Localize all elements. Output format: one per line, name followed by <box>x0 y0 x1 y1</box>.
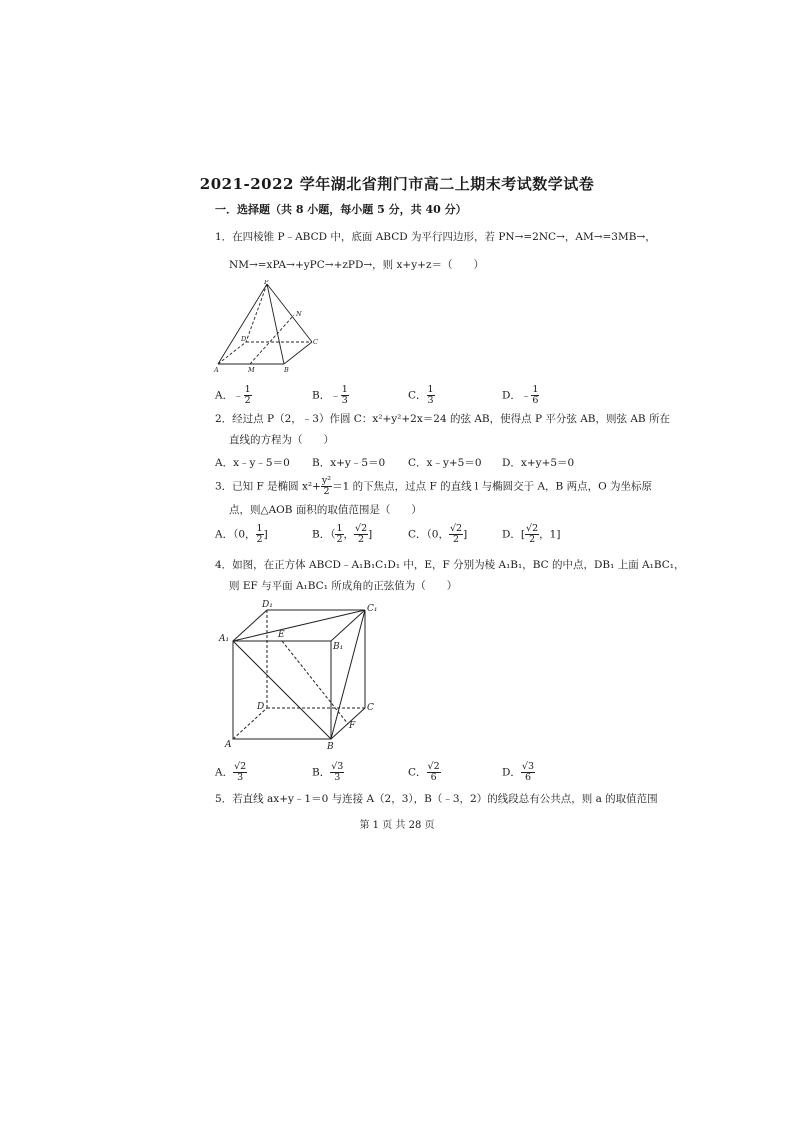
label-c: C <box>313 338 318 346</box>
q3-line2: 点，则△AOB 面积的取值范围是（ ） <box>229 504 422 516</box>
q1-option-a[interactable]: A．﹣ $\frac{1}{2}$ <box>215 384 251 406</box>
q1-line1: 1．在四棱锥 P﹣ABCD 中，底面 ABCD 为平行四边形，若 PN→=2NC→，AM→=3MB→， <box>215 231 656 243</box>
q2-option-a[interactable]: A．x﹣y﹣5＝0 <box>215 457 290 469</box>
q4-option-b[interactable]: B． $\frac{√3}{3}$ <box>312 761 344 783</box>
q3-option-b[interactable]: B．（ $\frac{1}{2}$ ， $\frac{√2}{2}$ ] <box>312 523 373 545</box>
label-c: C <box>367 703 374 713</box>
label-p: P <box>264 280 269 286</box>
section-heading: 一．选择题（共 8 小题，每小题 5 分，共 40 分） <box>215 203 467 216</box>
cube-figure <box>215 597 385 752</box>
label-d: D <box>257 702 265 712</box>
q1-option-b[interactable]: B．﹣ $\frac{1}{3}$ <box>312 384 348 406</box>
q3-line1: 3．已知 F 是椭圆 x²+ $\frac{\text{y²}}{2}$ ＝1 的下焦点，过点 F 的直线 l 与椭圆交于 A，B 两点，O 为坐标原 <box>215 475 653 497</box>
label-b: B <box>284 366 289 374</box>
label-n: N <box>296 310 302 318</box>
page-footer: 第 1 页 共 28 页 <box>359 820 435 831</box>
q4-option-a[interactable]: A． $\frac{√2}{3}$ <box>215 761 247 783</box>
q3-option-d[interactable]: D．[ $\frac{√2}{2}$ ，1] <box>502 523 561 545</box>
label-c1: C₁ <box>367 604 378 614</box>
label-e: E <box>278 630 285 640</box>
q1-option-d[interactable]: D．﹣ $\frac{1}{6}$ <box>502 384 539 406</box>
label-b1: B₁ <box>333 642 344 652</box>
q2-line1: 2．经过点 P（2，﹣3）作圆 C：x²+y²+2x＝24 的弦 AB，使得点 P 平分弦 AB，则弦 AB 所在 <box>215 413 670 425</box>
label-d: D <box>241 335 247 343</box>
q4-line2: 则 EF 与平面 A₁BC₁ 所成角的正弦值为（ ） <box>229 580 458 592</box>
label-d1: D₁ <box>262 600 273 610</box>
q4-line1: 4．如图，在正方体 ABCD﹣A₁B₁C₁D₁ 中，E，F 分别为棱 A₁B₁，BC 的中点，DB₁ 上面 A₁BC₁， <box>215 559 685 571</box>
q1-option-c[interactable]: C． $\frac{1}{3}$ <box>408 384 434 406</box>
label-m: M <box>248 366 255 374</box>
q2-line2: 直线的方程为（ ） <box>229 434 334 446</box>
q3-option-c[interactable]: C．（0， $\frac{√2}{2}$ ] <box>408 523 468 545</box>
q2-option-d[interactable]: D．x+y+5＝0 <box>502 457 575 469</box>
q4-option-c[interactable]: C． $\frac{√2}{6}$ <box>408 761 440 783</box>
q3-option-a[interactable]: A．（0， $\frac{1}{2}$ ] <box>215 523 268 545</box>
q1-line2: NM→=xPA→+yPC→+zPD→，则 x+y+z＝（ ） <box>229 259 484 271</box>
label-a: A <box>225 740 232 750</box>
label-a1: A₁ <box>219 634 230 644</box>
pyramid-figure <box>212 280 327 375</box>
label-a: A <box>214 366 219 374</box>
page-title: 2021-2022 学年湖北省荆门市高二上期末考试数学试卷 <box>199 175 595 193</box>
q5-line1: 5．若直线 ax+y﹣1＝0 与连接 A（2，3），B（﹣3，2）的线段总有公共点，则 a 的取值范围 <box>215 793 658 805</box>
q2-option-b[interactable]: B．x+y﹣5＝0 <box>312 457 386 469</box>
label-b: B <box>327 742 334 752</box>
q4-option-d[interactable]: D． $\frac{√3}{6}$ <box>502 761 535 783</box>
q2-option-c[interactable]: C．x﹣y+5＝0 <box>408 457 482 469</box>
label-f: F <box>349 721 356 731</box>
